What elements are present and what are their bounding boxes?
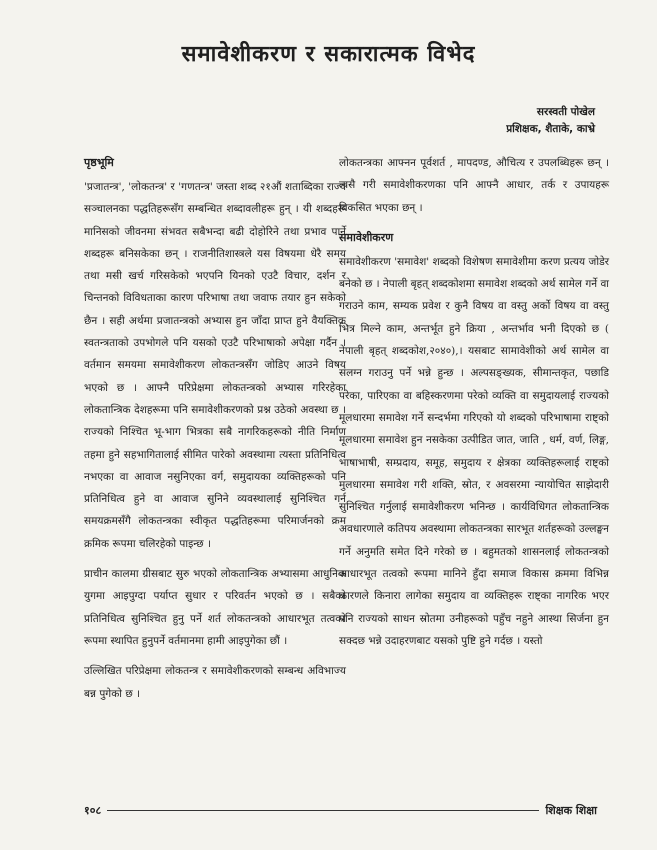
section-heading-background: पृष्ठभूमि — [84, 156, 114, 169]
author-role: प्रशिक्षक, शैताके, काभ्रे — [506, 123, 595, 135]
article-title: समावेशीकरण र सकारात्मक विभेद — [181, 42, 476, 67]
paragraph: प्राचीन कालमा ग्रीसबाट सुरु भएको लोकतान्त्रिक अभ्यासमा आधुनिक युगमा आइपुग्दा पर्याप्त सुधार र परिवर्तन भएको छ । सबैको प्रतिनिधित्व सुनिश्चित हुनु पर्ने शर्त लोकतन्त्रको आधारभूत तत्वको रूपमा स्थापित हुनुपर्ने वर्तमानमा हामी आइपुगेका छौं । — [84, 568, 346, 647]
page-footer — [84, 800, 597, 820]
right-column — [339, 152, 609, 660]
magazine-name: शिक्षक शिक्षा — [545, 803, 597, 817]
author-block — [506, 104, 595, 138]
paragraph: समावेशीकरण 'समावेश' शब्दको विशेषण समावेशीमा करण प्रत्यय जोडेर बनेको छ । नेपाली बृहत् शब्दकोशमा समावेश शब्दको अर्थ सामेल गर्ने वा गराउने काम, सम्यक प्रवेश र कुनै विषय वा वस्तु अर्को विषय वा वस्तु भित्र मिल्ने काम, अन्तर्भूत हुने क्रिया , अन्तर्भाव भनी दिएको छ ( नेपाली बृहत् शब्दकोश,२०४०),। यसबाट सामावेशीको अर्थ सामेल वा संलग्न गराउनु पर्ने भन्ने हुन्छ । अल्पसङ्ख्यक, सीमान्तकृत, पछाडि परेका, पारिएका वा बहिस्करणमा परेको व्यक्ति वा समुदायलाई राज्यको मूलधारमा समावेश गर्ने सन्दर्भमा गरिएको यो शब्दको परिभाषामा राष्ट्को मूलधारमा समावेश हुन नसकेका उत्पीडित जात, जाति , धर्म, वर्ण, लिङ्ग, भाषाभाषी, सम्प्रदाय, समूह, समुदाय र क्षेत्रका व्यक्तिहरूलाई राष्ट्को मुलधारमा समावेश गरी शक्ति, स्रोत, र अवसरमा न्यायोचित साझेदारी सुनिश्चित गर्नुलाई समावेशीकरण भनिन्छ । कार्यविधिगत लोकतान्त्रिक अवधारणाले कतिपय अवस्थामा लोकतन्त्रका सारभूत शर्तहरूको उल्लङ्घन गर्ने अनुमति समेत दिने गरेको छ । बहुमतको शासनलाई लोकतन्त्रको आधारभूत तत्वको रूपमा मानिने हुँदा समाज विकास क्रममा विभिन्न कारणले किनारा लागेका समुदाय वा व्यक्तिहरू राष्ट्का नागरिक भएर पनि राज्यको साधन स्रोतमा उनीहरूको पहुँच नहुने आस्था सिर्जना हुन सक्दछ भन्ने उदाहरणबाट यसको पुष्टि हुने गर्दछ । यस्तो — [339, 255, 610, 647]
section-heading-inclusion: समावेशीकरण — [339, 230, 394, 244]
paragraph: 'प्रजातन्त्र', 'लोकतन्त्र' र 'गणतन्त्र' जस्ता शब्द २१औं शताब्दिका राज्य सञ्चालनका पद्धतिहरूसँग सम्बन्धित शब्दावलीहरू हुन् । यी शब्दहरू मानिसको जीवनमा संभवत सबैभन्दा बढी दोहोरिने तथा प्रभाव पार्ने शब्दहरू बनिसकेका छन् । राजनीतिशास्त्रले यस विषयमा धेरै समय तथा मसी खर्च गरिसकेको भएपनि यिनको एउटै विचार, दर्शन र चिन्तनको विविधताका कारण परिभाषा तथा जवाफ तयार हुन सकेको छैन । सही अर्थमा प्रजातन्त्रको अभ्यास हुन जाँदा प्राप्त हुने वैयक्तिक स्वतन्त्रताको उपभोगले पनि यसको एउटै परिभाषाको अपेक्षा गर्दैन । वर्तमान समयमा समावेशीकरण लोकतन्त्रसँग जोडिए आउने विषय भएको छ । आफ्नै परिप्रेक्षमा लोकतन्त्रको अभ्यास गरिरहेका लोकतान्त्रिक देशहरूमा पनि समावेशीकरणको प्रश्न उठेको अवस्था छ । राज्यको निश्चित भू-भाग भित्रका सबै नागरिकहरूको नीति निर्माण तहमा हुने सहभागितालाई सीमित पारेको अवस्थामा त्यस्ता प्रतिनिधित्व नभएका वा आवाज नसुनिएका वर्ग, समुदायका व्यक्तिहरूको पनि प्रतिनिधित्व हुने वा आवाज सुनिने व्यवस्थालाई सुनिश्चित गर्न समयक्रमसँगै लोकतन्त्रका स्वीकृत पद्धतिहरूमा परिमार्जनको क्रम क्रमिक रूपमा चलिरहेको पाइन्छ । — [84, 181, 346, 550]
footer-rule — [107, 810, 539, 811]
author-name: सरस्वती पोखेल — [536, 106, 595, 118]
page-number: १०८ — [84, 803, 102, 817]
left-column — [84, 152, 346, 713]
paragraph: लोकतन्त्रका आफ्नन पूर्वशर्त , मापदण्ड, औचित्य र उपलब्धिहरू छन् । त्यसै गरी समावेशीकरणका पनि आफ्नै आधार, तर्क र उपायहरू विकसित भएका छन् । — [339, 157, 609, 214]
paragraph: उल्लिखित परिप्रेक्षमा लोकतन्त्र र समावेशीकरणको सम्बन्ध अविभाज्य बन्न पुगेको छ । — [84, 665, 346, 700]
